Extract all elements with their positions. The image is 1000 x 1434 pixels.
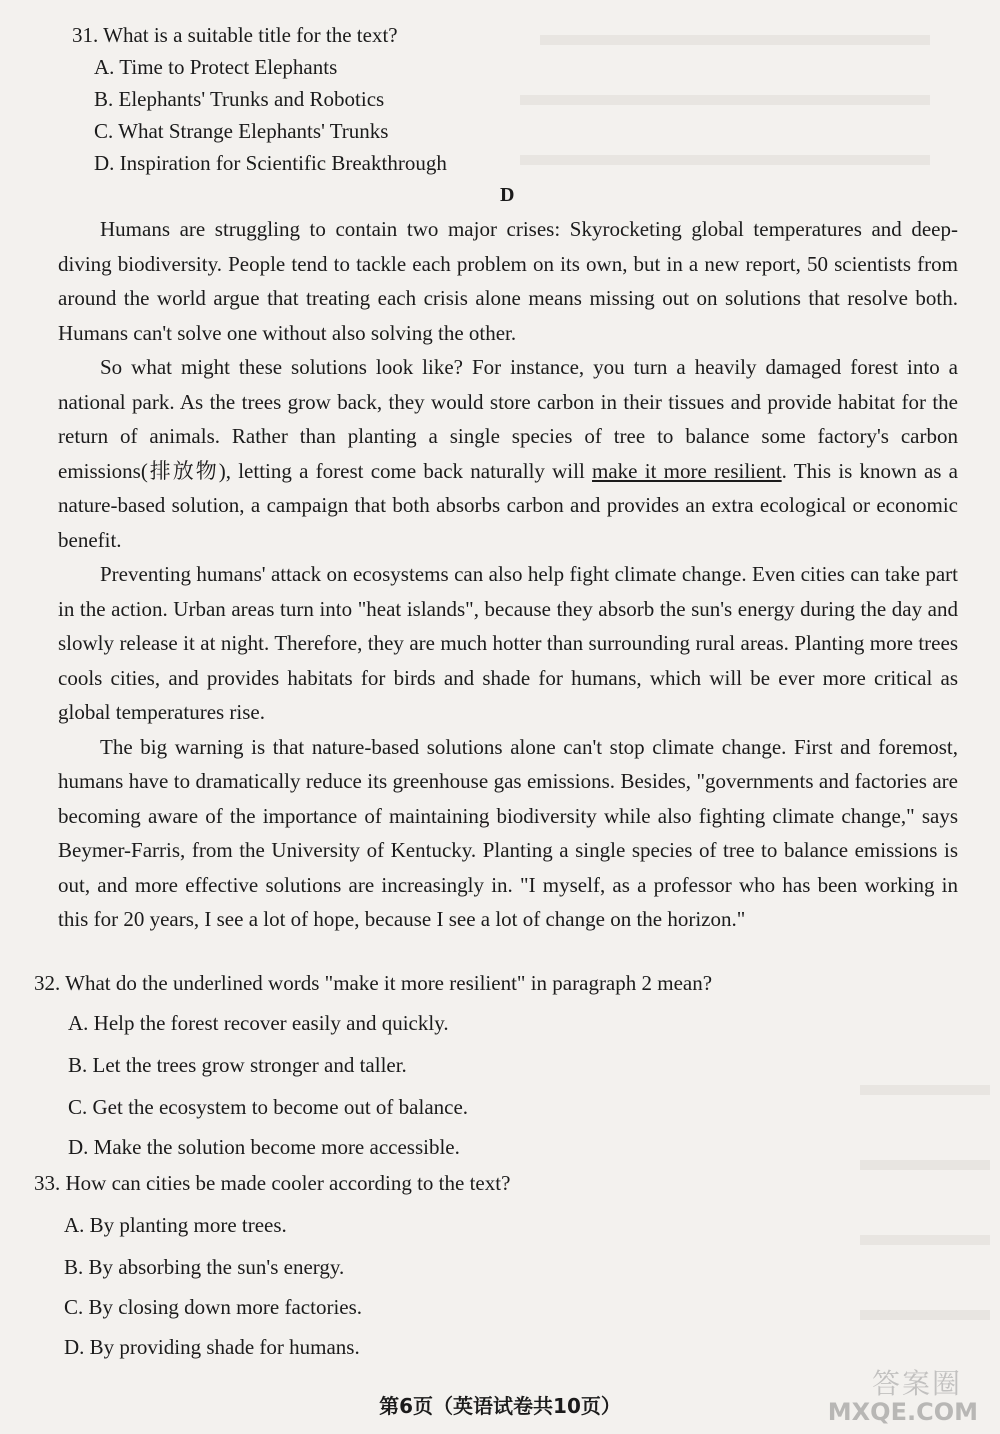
q32-option-b: B. Let the trees grow stronger and taller. <box>68 1053 407 1077</box>
page-footer: 第6页（英语试卷共10页） <box>379 1394 621 1418</box>
q32-option-c: C. Get the ecosystem to become out of balance. <box>68 1095 469 1119</box>
q31-option-b: B. Elephants' Trunks and Robotics <box>94 87 385 111</box>
q31-option-d: D. Inspiration for Scientific Breakthrough <box>94 151 447 175</box>
paragraph-2-text-after: . This is known as a nature-based solution, a campaign that both absorbs carbon and provides an extra ecological or economic benefit. <box>58 458 958 552</box>
paragraph-2 <box>58 350 958 557</box>
underlined-phrase: make it more resilient <box>592 458 782 483</box>
question-31: 31. What is a suitable title for the text? <box>72 23 398 47</box>
paragraph-4: The big warning is that nature-based solutions alone can't stop climate change. First and foremost, humans have to dramatically reduce its greenhouse gas emissions. Besides, "governments and factories are becoming aware of the importance of maintaining biodiversity while also fighting climate change," says Beymer-Farris, from the University of Kentucky. Planting a single species of tree to balance emissions is out, and more effective solutions are increasingly in. "I myself, as a professor who has been working in this for 20 years, I see a lot of hope, because I see a lot of change on the horizon." <box>58 734 958 931</box>
paragraph-1: Humans are struggling to contain two major crises: Skyrocketing global temperatures and deep-diving biodiversity. People tend to tackle each problem on its own, but in a new report, 50 scientists from around the world argue that treating each crisis alone means missing out on solutions that resolve both. Humans can't solve one without also solving the other. <box>58 217 958 345</box>
q32-option-a: A. Help the forest recover easily and quickly. <box>68 1011 449 1035</box>
q33-option-c: C. By closing down more factories. <box>64 1295 363 1319</box>
watermark-site: MXQE.COM <box>827 1398 978 1426</box>
q33-option-d: D. By providing shade for humans. <box>64 1335 360 1359</box>
q31-option-a: A. Time to Protect Elephants <box>94 55 338 79</box>
section-letter: D <box>500 184 515 206</box>
paragraph-3: Preventing humans' attack on ecosystems can also help fight climate change. Even cities can take part in the action. Urban areas turn into "heat islands", because they absorb the sun's energy during the day and slowly release it at night. Therefore, they are much hotter than surrounding rural areas. Planting more trees cools cities, and provides habitats for birds and shade for humans, which will be ever more critical as global temperatures rise. <box>58 562 958 724</box>
question-33: 33. How can cities be made cooler according to the text? <box>34 1171 511 1195</box>
paragraph-2-text-before: So what might these solutions look like? For instance, you turn a heavily damaged forest into a national park. As the trees grow back, they would store carbon in their tissues and provide habitat for the return of animals. Rather than planting a single species of tree to balance some factory's carbon emissions(排放物), letting a forest come back naturally will <box>58 355 958 483</box>
watermark-logo: 答案圈 <box>871 1367 962 1400</box>
question-32: 32. What do the underlined words "make it more resilient" in paragraph 2 mean? <box>34 971 713 995</box>
q33-option-b: B. By absorbing the sun's energy. <box>64 1255 345 1279</box>
q31-option-c: C. What Strange Elephants' Trunks <box>94 119 389 143</box>
watermark <box>827 1362 982 1428</box>
reading-passage <box>58 212 958 937</box>
q32-option-d: D. Make the solution become more accessible. <box>68 1135 460 1159</box>
q33-option-a: A. By planting more trees. <box>64 1213 287 1237</box>
